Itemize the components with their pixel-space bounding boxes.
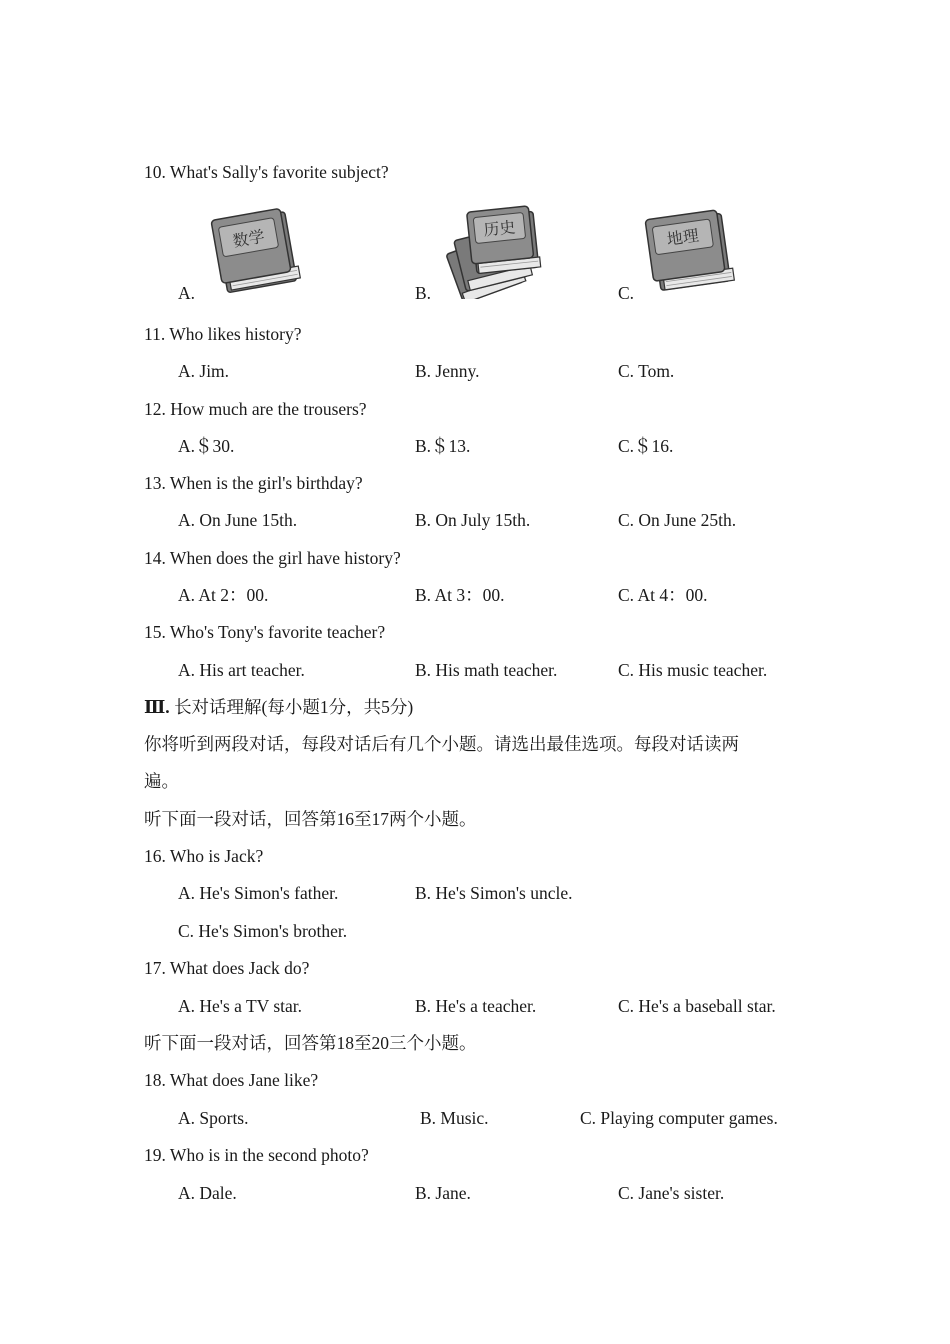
q11-option-b: B. Jenny. [415, 361, 480, 381]
q13-option-c: C. On June 25th. [618, 510, 737, 530]
q14-option-a: A. At 2：00. [178, 585, 269, 605]
q14-option-b: B. At 3：00. [415, 585, 505, 605]
q12-option-b: B.＄13. [415, 436, 471, 456]
question-12: 12. How much are the trousers? [144, 399, 367, 419]
q15-option-a: A. His art teacher. [178, 660, 305, 680]
geography-book-image [640, 206, 740, 298]
section-3-instruction-line1: 你将听到两段对话，每段对话后有几个小题。请选出最佳选项。每段对话读两 [144, 734, 739, 754]
q18-option-c: C. Playing computer games. [580, 1108, 778, 1128]
question-10: 10. What's Sally's favorite subject? [144, 162, 389, 182]
question-16: 16. Who is Jack? [144, 846, 264, 866]
q18-option-b: B. Music. [420, 1108, 489, 1128]
section-3-instruction-line2: 遍。 [144, 771, 179, 791]
section-3-heading [144, 696, 413, 718]
q10-option-b-label: B. [415, 283, 432, 303]
history-book-title: 历史 [482, 217, 517, 240]
question-15: 15. Who's Tony's favorite teacher? [144, 622, 386, 642]
q14-option-c: C. At 4：00. [618, 585, 708, 605]
q12-option-a: A.＄30. [178, 436, 235, 456]
question-17: 17. What does Jack do? [144, 958, 310, 978]
history-books-image [440, 203, 545, 299]
question-13: 13. When is the girl's birthday? [144, 473, 363, 493]
question-18: 18. What does Jane like? [144, 1070, 319, 1090]
q18-option-a: A. Sports. [178, 1108, 249, 1128]
q16-option-b: B. He's Simon's uncle. [415, 883, 573, 903]
question-14: 14. When does the girl have history? [144, 548, 401, 568]
q10-option-a-label: A. [178, 283, 196, 303]
q19-option-c: C. Jane's sister. [618, 1183, 725, 1203]
math-book-image [205, 203, 310, 299]
q13-option-b: B. On July 15th. [415, 510, 531, 530]
q15-option-b: B. His math teacher. [415, 660, 558, 680]
q17-option-a: A. He's a TV star. [178, 996, 303, 1016]
q17-option-c: C. He's a baseball star. [618, 996, 776, 1016]
math-book-title: 数学 [231, 226, 267, 251]
geography-book-title: 地理 [665, 225, 701, 249]
q17-option-b: B. He's a teacher. [415, 996, 537, 1016]
q13-option-a: A. On June 15th. [178, 510, 298, 530]
q16-option-a: A. He's Simon's father. [178, 883, 339, 903]
dialog-2-intro: 听下面一段对话，回答第18至20三个小题。 [144, 1033, 477, 1053]
q10-option-c-label: C. [618, 283, 635, 303]
dialog-1-intro: 听下面一段对话，回答第16至17两个小题。 [144, 809, 477, 829]
q19-option-b: B. Jane. [415, 1183, 471, 1203]
q11-option-c: C. Tom. [618, 361, 675, 381]
question-19: 19. Who is in the second photo? [144, 1145, 369, 1165]
q11-option-a: A. Jim. [178, 361, 230, 381]
q12-option-c: C.＄16. [618, 436, 674, 456]
section-3-title: 长对话理解(每小题1分，共5分) [169, 697, 414, 717]
question-11: 11. Who likes history? [144, 324, 302, 344]
q16-option-c: C. He's Simon's brother. [178, 921, 348, 941]
section-3-numeral: Ⅲ. [144, 697, 170, 717]
q15-option-c: C. His music teacher. [618, 660, 768, 680]
q19-option-a: A. Dale. [178, 1183, 237, 1203]
